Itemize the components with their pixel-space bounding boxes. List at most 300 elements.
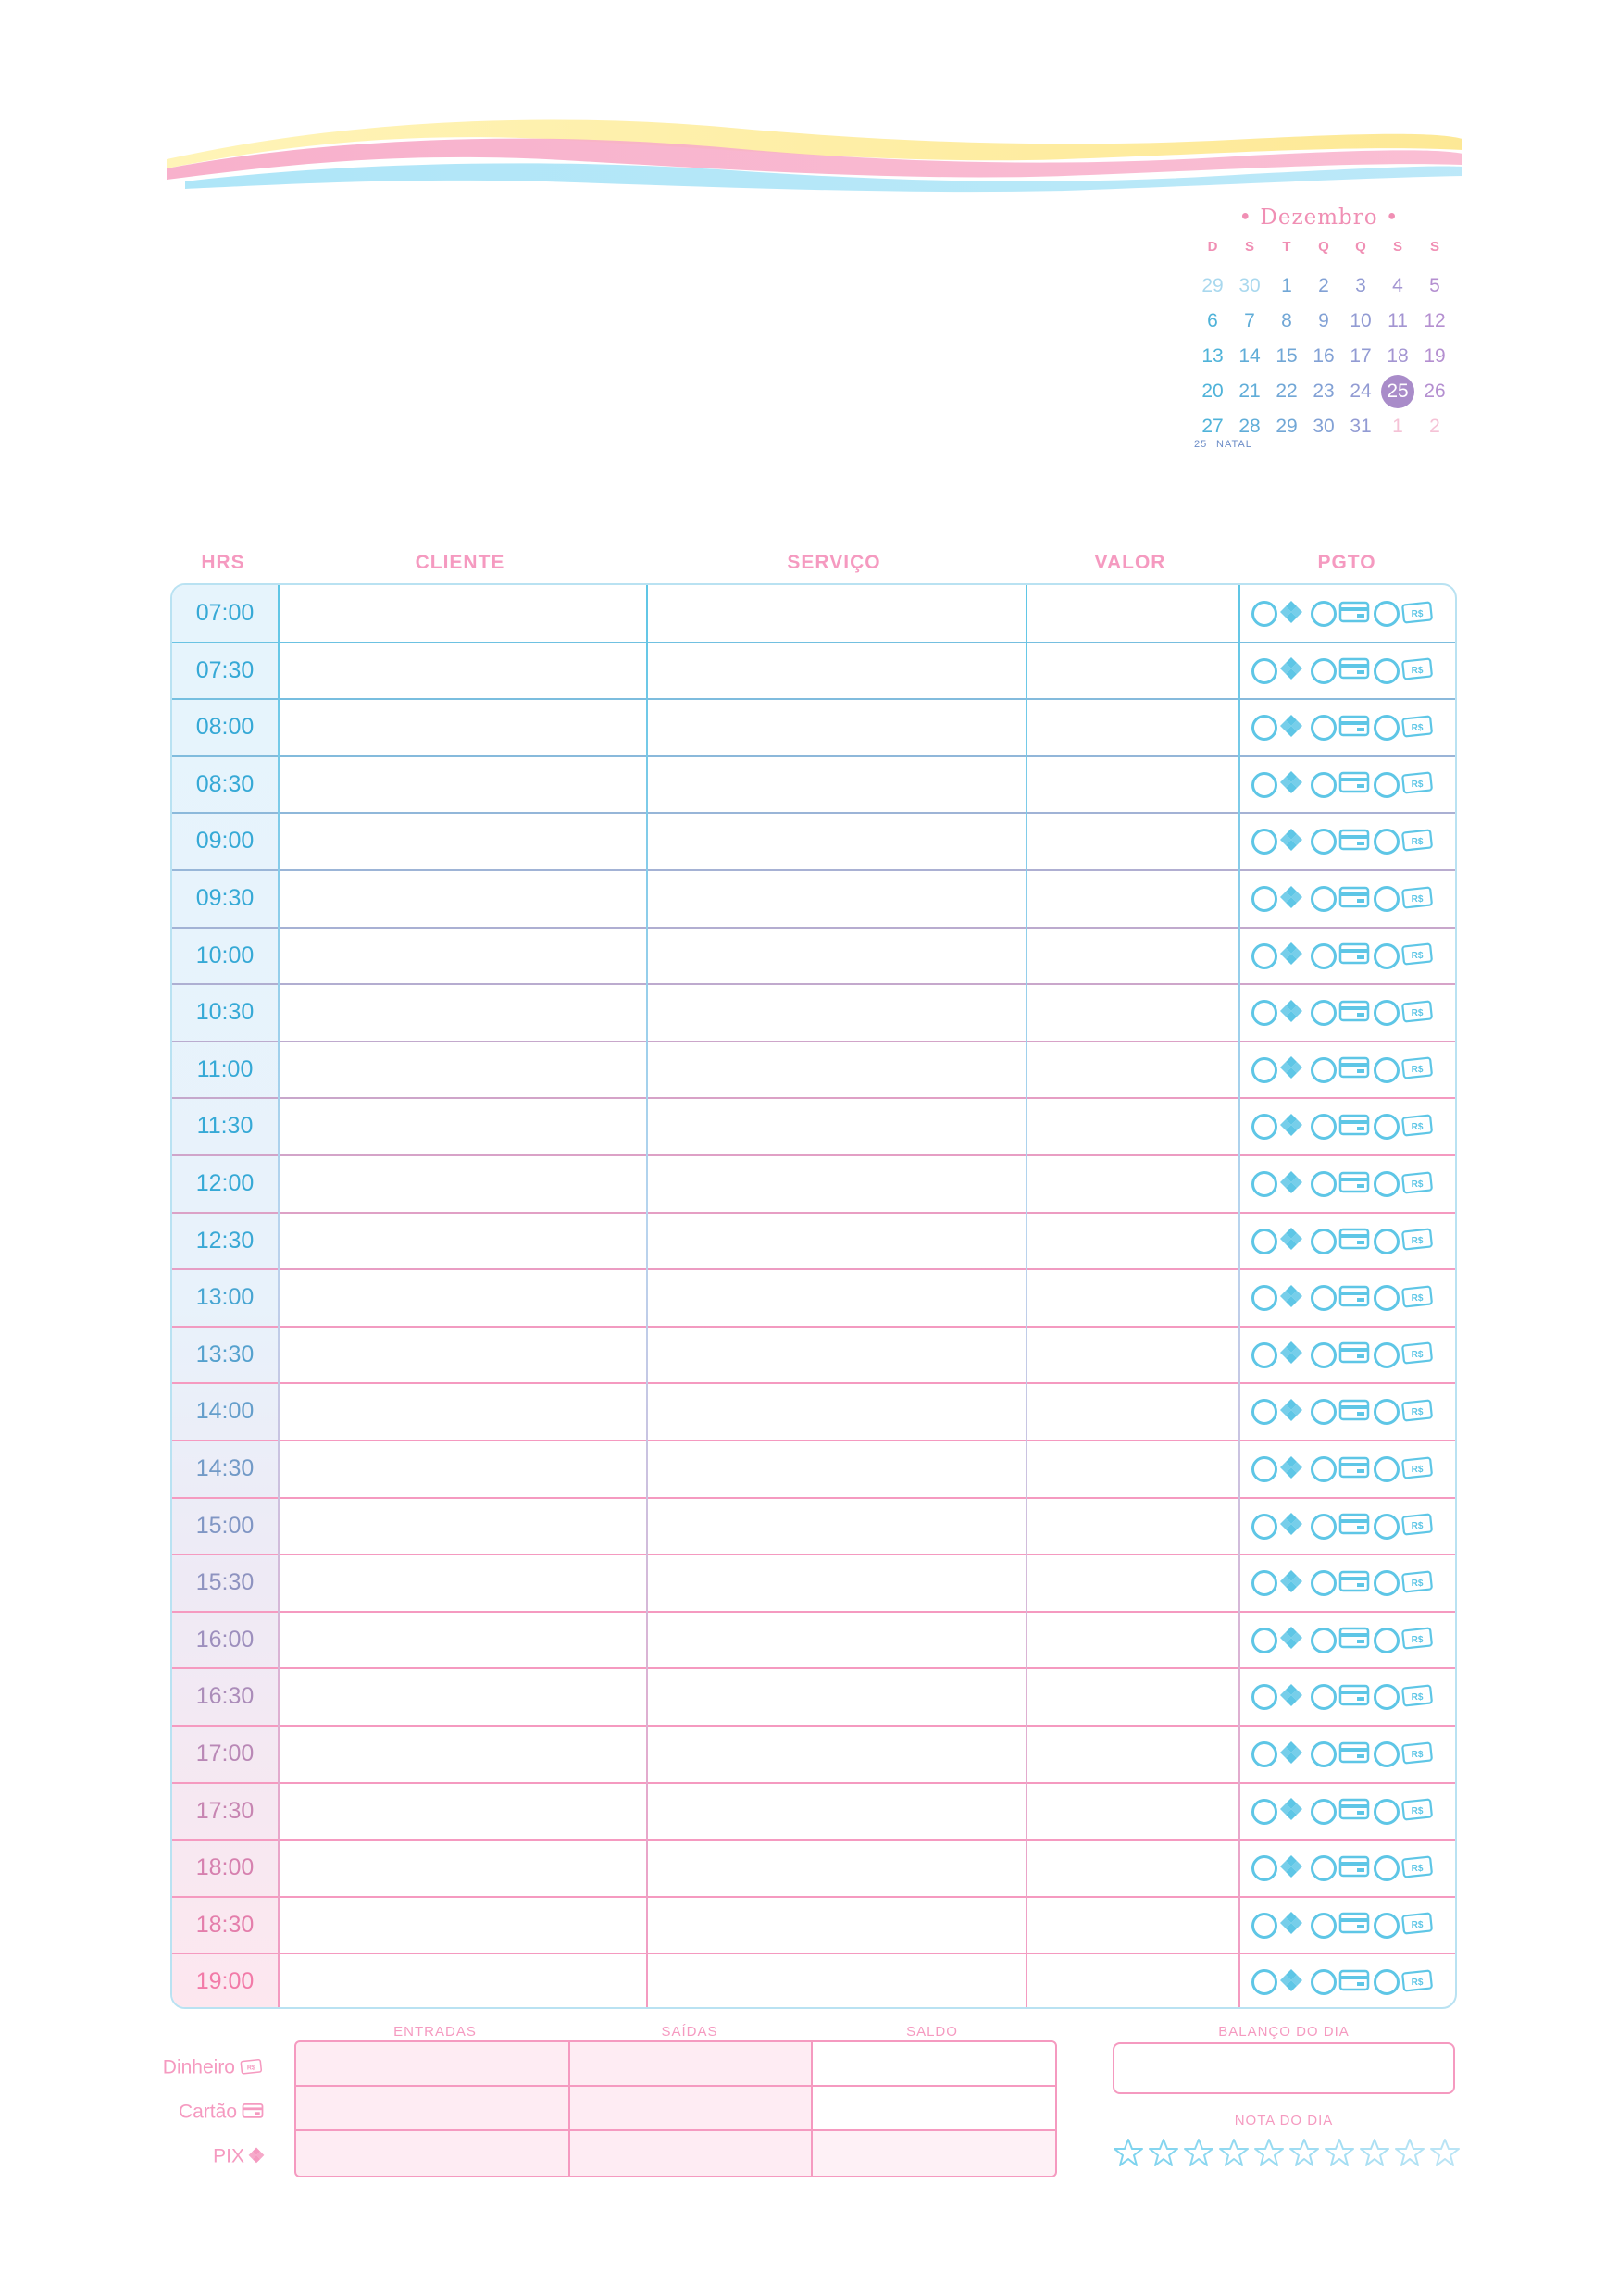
- calendar-day[interactable]: 30: [1313, 416, 1335, 437]
- service-cell[interactable]: [648, 643, 1024, 699]
- star-icon[interactable]: [1288, 2137, 1320, 2168]
- payment-option-card[interactable]: [1311, 1111, 1370, 1142]
- payment-checkbox[interactable]: [1311, 829, 1337, 855]
- payment-checkbox[interactable]: [1311, 1969, 1337, 1995]
- payment-checkbox[interactable]: [1311, 886, 1337, 912]
- payment-checkbox[interactable]: [1311, 1285, 1337, 1311]
- service-cell[interactable]: [648, 1783, 1024, 1840]
- payment-option-card[interactable]: [1311, 1226, 1370, 1257]
- payment-checkbox[interactable]: [1251, 715, 1277, 741]
- card-icon: [1338, 1569, 1370, 1598]
- payment-checkbox[interactable]: [1374, 1229, 1400, 1254]
- payment-checkbox[interactable]: [1311, 1855, 1337, 1881]
- payment-option-cash[interactable]: [1374, 1340, 1435, 1371]
- schedule-row: [172, 1726, 1457, 1783]
- service-cell[interactable]: [648, 1897, 1024, 1953]
- payment-option-card[interactable]: [1311, 1340, 1370, 1371]
- client-cell[interactable]: [280, 1155, 646, 1212]
- cash-icon: [1401, 1055, 1435, 1084]
- payment-option-cash[interactable]: [1374, 941, 1435, 972]
- payment-checkbox[interactable]: [1374, 1171, 1400, 1197]
- payment-checkbox[interactable]: [1374, 1285, 1400, 1311]
- calendar-day[interactable]: 8: [1281, 310, 1292, 331]
- value-cell[interactable]: [1027, 699, 1237, 755]
- service-cell[interactable]: [648, 1269, 1024, 1326]
- payment-checkbox[interactable]: [1374, 1114, 1400, 1140]
- row-divider: [172, 1497, 1457, 1499]
- payment-option-card[interactable]: [1311, 655, 1370, 687]
- calendar-day[interactable]: 25: [1387, 381, 1409, 402]
- service-cell[interactable]: [648, 984, 1024, 1041]
- calendar-day[interactable]: 22: [1276, 381, 1298, 402]
- calendar-day[interactable]: 23: [1313, 381, 1335, 402]
- star-icon[interactable]: [1429, 2137, 1461, 2168]
- payment-checkbox[interactable]: [1251, 1057, 1277, 1083]
- service-cell[interactable]: [648, 1042, 1024, 1098]
- payment-option-cash[interactable]: [1374, 1054, 1435, 1086]
- payment-checkbox[interactable]: [1311, 772, 1337, 798]
- hour-label: 10:00: [195, 942, 255, 968]
- payment-option-card[interactable]: [1311, 1396, 1370, 1428]
- payment-checkbox[interactable]: [1374, 1684, 1400, 1710]
- payment-checkbox[interactable]: [1311, 1000, 1337, 1026]
- value-cell[interactable]: [1027, 1783, 1237, 1840]
- payment-checkbox[interactable]: [1374, 1741, 1400, 1767]
- payment-option-cash[interactable]: [1374, 769, 1435, 801]
- payment-option-pix[interactable]: [1251, 1111, 1303, 1142]
- client-cell[interactable]: [280, 813, 646, 869]
- payment-checkbox[interactable]: [1311, 1684, 1337, 1710]
- payment-option-card[interactable]: [1311, 1796, 1370, 1828]
- payment-option-cash[interactable]: [1374, 826, 1435, 857]
- payment-checkbox[interactable]: [1251, 943, 1277, 969]
- payment-option-pix[interactable]: [1251, 1966, 1303, 1998]
- client-cell[interactable]: [280, 1726, 646, 1782]
- star-icon[interactable]: [1113, 2137, 1144, 2168]
- payment-checkbox[interactable]: [1311, 1399, 1337, 1425]
- service-cell[interactable]: [648, 1840, 1024, 1896]
- payment-checkbox[interactable]: [1311, 601, 1337, 627]
- service-cell[interactable]: [648, 1213, 1024, 1269]
- payment-checkbox[interactable]: [1311, 1171, 1337, 1197]
- payment-option-cash[interactable]: [1374, 1567, 1435, 1599]
- calendar-day[interactable]: 18: [1387, 345, 1409, 367]
- payment-option-cash[interactable]: [1374, 1111, 1435, 1142]
- payment-option-card[interactable]: [1311, 997, 1370, 1029]
- value-cell[interactable]: [1027, 1269, 1237, 1326]
- payment-checkbox[interactable]: [1374, 829, 1400, 855]
- payment-checkbox[interactable]: [1374, 658, 1400, 684]
- client-cell[interactable]: [280, 585, 646, 642]
- client-cell[interactable]: [280, 699, 646, 755]
- star-icon[interactable]: [1359, 2137, 1390, 2168]
- payment-checkbox[interactable]: [1311, 1913, 1337, 1939]
- payment-option-card[interactable]: [1311, 769, 1370, 801]
- calendar-day[interactable]: 1: [1392, 416, 1403, 437]
- service-cell[interactable]: [648, 1155, 1024, 1212]
- cash-icon: [1401, 1797, 1435, 1826]
- payment-checkbox[interactable]: [1374, 1969, 1400, 1995]
- payment-checkbox[interactable]: [1311, 1229, 1337, 1254]
- value-cell[interactable]: [1027, 1953, 1237, 2009]
- client-cell[interactable]: [280, 1668, 646, 1725]
- payment-option-card[interactable]: [1311, 1511, 1370, 1542]
- payment-option-cash[interactable]: [1374, 883, 1435, 915]
- client-cell[interactable]: [280, 984, 646, 1041]
- payment-option-card[interactable]: [1311, 1681, 1370, 1713]
- service-cell[interactable]: [648, 928, 1024, 984]
- payment-option-pix[interactable]: [1251, 1796, 1303, 1828]
- payment-checkbox[interactable]: [1251, 772, 1277, 798]
- calendar-day[interactable]: 12: [1424, 310, 1446, 331]
- payment-checkbox[interactable]: [1311, 1514, 1337, 1540]
- star-icon[interactable]: [1324, 2137, 1355, 2168]
- payment-checkbox[interactable]: [1251, 1514, 1277, 1540]
- value-cell[interactable]: [1027, 1441, 1237, 1497]
- payment-checkbox[interactable]: [1374, 1628, 1400, 1653]
- payment-option-pix[interactable]: [1251, 1226, 1303, 1257]
- pix-icon: [1279, 828, 1303, 856]
- client-cell[interactable]: [280, 643, 646, 699]
- calendar-day[interactable]: 7: [1244, 310, 1255, 331]
- calendar-day[interactable]: 29: [1201, 275, 1224, 296]
- value-cell[interactable]: [1027, 1726, 1237, 1782]
- star-icon[interactable]: [1253, 2137, 1285, 2168]
- payment-checkbox[interactable]: [1251, 1628, 1277, 1653]
- payment-option-card[interactable]: [1311, 1567, 1370, 1599]
- payment-option-card[interactable]: [1311, 1910, 1370, 1941]
- cash-icon: [1401, 1968, 1435, 1997]
- payment-option-pix[interactable]: [1251, 1454, 1303, 1485]
- payment-checkbox[interactable]: [1374, 1570, 1400, 1596]
- calendar-day[interactable]: 16: [1313, 345, 1335, 367]
- service-cell[interactable]: [648, 813, 1024, 869]
- payment-option-pix[interactable]: [1251, 941, 1303, 972]
- value-cell[interactable]: [1027, 984, 1237, 1041]
- value-cell[interactable]: [1027, 1098, 1237, 1154]
- payment-checkbox[interactable]: [1374, 1342, 1400, 1368]
- service-cell[interactable]: [648, 756, 1024, 813]
- client-cell[interactable]: [280, 1554, 646, 1611]
- calendar-day[interactable]: 19: [1424, 345, 1446, 367]
- hour-label: 11:30: [196, 1113, 254, 1140]
- payment-checkbox[interactable]: [1374, 1913, 1400, 1939]
- payment-checkbox[interactable]: [1251, 1342, 1277, 1368]
- row-divider: [172, 1667, 1457, 1669]
- calendar-day[interactable]: 21: [1238, 381, 1261, 402]
- service-cell[interactable]: [648, 1726, 1024, 1782]
- value-cell[interactable]: [1027, 1498, 1237, 1554]
- value-cell[interactable]: [1027, 643, 1237, 699]
- payment-option-card[interactable]: [1311, 712, 1370, 743]
- payment-option-cash[interactable]: [1374, 1625, 1435, 1656]
- value-cell[interactable]: [1027, 1612, 1237, 1668]
- payment-option-cash[interactable]: [1374, 655, 1435, 687]
- payment-checkbox[interactable]: [1251, 1114, 1277, 1140]
- service-cell[interactable]: [648, 1668, 1024, 1725]
- payment-option-cash[interactable]: [1374, 1966, 1435, 1998]
- payment-checkbox[interactable]: [1251, 1171, 1277, 1197]
- payment-option-card[interactable]: [1311, 941, 1370, 972]
- service-cell[interactable]: [648, 1554, 1024, 1611]
- payment-option-pix[interactable]: [1251, 1681, 1303, 1713]
- payment-checkbox[interactable]: [1311, 1741, 1337, 1767]
- svg-text:R$: R$: [1411, 1406, 1424, 1417]
- calendar-day[interactable]: 5: [1429, 275, 1440, 296]
- payment-option-cash[interactable]: [1374, 1454, 1435, 1485]
- payment-checkbox[interactable]: [1251, 1399, 1277, 1425]
- payment-option-pix[interactable]: [1251, 769, 1303, 801]
- payment-option-pix[interactable]: [1251, 1396, 1303, 1428]
- payment-checkbox[interactable]: [1311, 943, 1337, 969]
- value-cell[interactable]: [1027, 1213, 1237, 1269]
- payment-option-card[interactable]: [1311, 1966, 1370, 1998]
- client-cell[interactable]: [280, 1897, 646, 1953]
- payment-option-cash[interactable]: [1374, 1910, 1435, 1941]
- payment-option-card[interactable]: [1311, 598, 1370, 630]
- payment-checkbox[interactable]: [1251, 1799, 1277, 1825]
- payment-checkbox[interactable]: [1251, 829, 1277, 855]
- payment-checkbox[interactable]: [1251, 1913, 1277, 1939]
- client-cell[interactable]: [280, 1327, 646, 1383]
- payment-option-cash[interactable]: [1374, 1681, 1435, 1713]
- payment-checkbox[interactable]: [1251, 1969, 1277, 1995]
- value-cell[interactable]: [1027, 1042, 1237, 1098]
- payment-option-cash[interactable]: [1374, 1853, 1435, 1884]
- payment-checkbox[interactable]: [1251, 1570, 1277, 1596]
- payment-option-cash[interactable]: [1374, 1282, 1435, 1314]
- payment-checkbox[interactable]: [1374, 1855, 1400, 1881]
- client-cell[interactable]: [280, 1383, 646, 1440]
- payment-option-pix[interactable]: [1251, 1282, 1303, 1314]
- payment-option-card[interactable]: [1311, 1282, 1370, 1314]
- payment-option-card[interactable]: [1311, 1853, 1370, 1884]
- payment-checkbox[interactable]: [1311, 1628, 1337, 1653]
- client-cell[interactable]: [280, 1269, 646, 1326]
- payment-checkbox[interactable]: [1251, 1741, 1277, 1767]
- payment-option-cash[interactable]: [1374, 1796, 1435, 1828]
- calendar-day[interactable]: 4: [1392, 275, 1403, 296]
- calendar-day[interactable]: 1: [1281, 275, 1292, 296]
- value-cell[interactable]: [1027, 585, 1237, 642]
- client-cell[interactable]: [280, 1953, 646, 2009]
- star-icon[interactable]: [1148, 2137, 1179, 2168]
- service-cell[interactable]: [648, 699, 1024, 755]
- client-cell[interactable]: [280, 928, 646, 984]
- payment-option-pix[interactable]: [1251, 997, 1303, 1029]
- calendar-day[interactable]: 24: [1350, 381, 1372, 402]
- payment-option-pix[interactable]: [1251, 655, 1303, 687]
- client-cell[interactable]: [280, 1498, 646, 1554]
- payment-option-pix[interactable]: [1251, 1910, 1303, 1941]
- calendar-day[interactable]: 6: [1207, 310, 1218, 331]
- payment-checkbox[interactable]: [1251, 1855, 1277, 1881]
- svg-text:R$: R$: [1411, 1121, 1424, 1132]
- client-cell[interactable]: [280, 1042, 646, 1098]
- calendar-day[interactable]: 26: [1424, 381, 1446, 402]
- calendar-day[interactable]: 10: [1350, 310, 1372, 331]
- payment-checkbox[interactable]: [1311, 658, 1337, 684]
- svg-text:R$: R$: [1411, 666, 1424, 677]
- star-icon[interactable]: [1218, 2137, 1250, 2168]
- client-cell[interactable]: [280, 1213, 646, 1269]
- pix-icon: [1279, 1569, 1303, 1598]
- pix-icon: [1279, 1683, 1303, 1712]
- calendar-day[interactable]: 2: [1318, 275, 1329, 296]
- payment-option-cash[interactable]: [1374, 1739, 1435, 1770]
- payment-checkbox[interactable]: [1311, 1114, 1337, 1140]
- payment-option-pix[interactable]: [1251, 1739, 1303, 1770]
- payment-option-pix[interactable]: [1251, 1054, 1303, 1086]
- day-rating-stars: [1113, 2137, 1461, 2168]
- client-cell[interactable]: [280, 1783, 646, 1840]
- payment-option-card[interactable]: [1311, 1454, 1370, 1485]
- calendar-day[interactable]: 31: [1350, 416, 1372, 437]
- value-cell[interactable]: [1027, 1327, 1237, 1383]
- payment-option-pix[interactable]: [1251, 712, 1303, 743]
- row-divider: [172, 869, 1457, 871]
- service-cell[interactable]: [648, 1441, 1024, 1497]
- payment-checkbox[interactable]: [1251, 658, 1277, 684]
- value-cell[interactable]: [1027, 870, 1237, 927]
- hour-label: 07:00: [195, 600, 255, 626]
- calendar-day[interactable]: 11: [1388, 310, 1408, 331]
- service-cell[interactable]: [648, 585, 1024, 642]
- calendar-day[interactable]: 9: [1318, 310, 1329, 331]
- calendar-day[interactable]: 20: [1201, 381, 1224, 402]
- service-cell[interactable]: [648, 1098, 1024, 1154]
- client-cell[interactable]: [280, 870, 646, 927]
- payment-checkbox[interactable]: [1374, 1057, 1400, 1083]
- payment-checkbox[interactable]: [1251, 1456, 1277, 1482]
- payment-option-pix[interactable]: [1251, 1168, 1303, 1200]
- value-cell[interactable]: [1027, 1897, 1237, 1953]
- row-divider: [172, 927, 1457, 929]
- payment-checkbox[interactable]: [1374, 772, 1400, 798]
- payment-option-card[interactable]: [1311, 1054, 1370, 1086]
- value-cell[interactable]: [1027, 1840, 1237, 1896]
- payment-option-pix[interactable]: [1251, 826, 1303, 857]
- client-cell[interactable]: [280, 1441, 646, 1497]
- calendar-day[interactable]: 3: [1355, 275, 1366, 296]
- value-cell[interactable]: [1027, 813, 1237, 869]
- payment-checkbox[interactable]: [1311, 1456, 1337, 1482]
- calendar-day[interactable]: 15: [1276, 345, 1298, 367]
- payment-option-pix[interactable]: [1251, 1853, 1303, 1884]
- payment-checkbox[interactable]: [1374, 1399, 1400, 1425]
- calendar-day[interactable]: 27: [1201, 416, 1224, 437]
- svg-text:R$: R$: [1411, 1292, 1424, 1304]
- payment-checkbox[interactable]: [1374, 601, 1400, 627]
- value-cell[interactable]: [1027, 1383, 1237, 1440]
- payment-checkbox[interactable]: [1374, 1514, 1400, 1540]
- service-cell[interactable]: [648, 1383, 1024, 1440]
- value-cell[interactable]: [1027, 1668, 1237, 1725]
- value-cell[interactable]: [1027, 1155, 1237, 1212]
- payment-option-pix[interactable]: [1251, 1340, 1303, 1371]
- payment-checkbox[interactable]: [1251, 1285, 1277, 1311]
- payment-checkbox[interactable]: [1251, 1229, 1277, 1254]
- payment-option-card[interactable]: [1311, 1739, 1370, 1770]
- row-divider: [172, 1440, 1457, 1441]
- client-cell[interactable]: [280, 756, 646, 813]
- client-cell[interactable]: [280, 1098, 646, 1154]
- payment-option-cash[interactable]: [1374, 1396, 1435, 1428]
- calendar-weekday: Q: [1318, 239, 1329, 255]
- payment-option-card[interactable]: [1311, 883, 1370, 915]
- cash-icon: [1401, 656, 1435, 685]
- payment-option-cash[interactable]: [1374, 712, 1435, 743]
- client-cell[interactable]: [280, 1840, 646, 1896]
- payment-checkbox[interactable]: [1251, 886, 1277, 912]
- client-cell[interactable]: [280, 1612, 646, 1668]
- service-cell[interactable]: [648, 1327, 1024, 1383]
- payment-option-card[interactable]: [1311, 1168, 1370, 1200]
- payment-checkbox[interactable]: [1311, 1570, 1337, 1596]
- payment-option-cash[interactable]: [1374, 997, 1435, 1029]
- balance-field[interactable]: [1113, 2042, 1455, 2094]
- calendar-day[interactable]: 29: [1276, 416, 1298, 437]
- card-icon: [1338, 1968, 1370, 1997]
- calendar-day[interactable]: 17: [1350, 345, 1372, 367]
- service-cell[interactable]: [648, 1498, 1024, 1554]
- calendar-day[interactable]: 28: [1238, 416, 1261, 437]
- payment-checkbox[interactable]: [1251, 1000, 1277, 1026]
- schedule-row: [172, 1098, 1457, 1155]
- payment-checkbox[interactable]: [1374, 1799, 1400, 1825]
- payment-option-card[interactable]: [1311, 1625, 1370, 1656]
- star-icon[interactable]: [1183, 2137, 1214, 2168]
- calendar-day[interactable]: 30: [1238, 275, 1261, 296]
- card-icon: [1338, 1170, 1370, 1199]
- payment-option-card[interactable]: [1311, 826, 1370, 857]
- payment-option-cash[interactable]: [1374, 598, 1435, 630]
- calendar-day[interactable]: 13: [1201, 345, 1224, 367]
- value-cell[interactable]: [1027, 928, 1237, 984]
- payment-option-pix[interactable]: [1251, 598, 1303, 630]
- payment-checkbox[interactable]: [1374, 886, 1400, 912]
- payment-checkbox[interactable]: [1251, 1684, 1277, 1710]
- service-cell[interactable]: [648, 870, 1024, 927]
- payment-checkbox[interactable]: [1311, 715, 1337, 741]
- value-cell[interactable]: [1027, 1554, 1237, 1611]
- calendar-day[interactable]: 2: [1429, 416, 1440, 437]
- payment-checkbox[interactable]: [1374, 1456, 1400, 1482]
- payment-option-pix[interactable]: [1251, 1511, 1303, 1542]
- calendar-day[interactable]: 14: [1238, 345, 1261, 367]
- service-cell[interactable]: [648, 1953, 1024, 2009]
- pix-icon: [1279, 1055, 1303, 1084]
- payment-checkbox[interactable]: [1311, 1799, 1337, 1825]
- payment-option-cash[interactable]: [1374, 1511, 1435, 1542]
- payment-option-cash[interactable]: [1374, 1226, 1435, 1257]
- payment-option-cash[interactable]: [1374, 1168, 1435, 1200]
- payment-checkbox[interactable]: [1251, 601, 1277, 627]
- payment-checkbox[interactable]: [1311, 1342, 1337, 1368]
- payment-checkbox[interactable]: [1374, 943, 1400, 969]
- value-cell[interactable]: [1027, 756, 1237, 813]
- star-icon[interactable]: [1394, 2137, 1425, 2168]
- payment-checkbox[interactable]: [1374, 715, 1400, 741]
- service-cell[interactable]: [648, 1612, 1024, 1668]
- payment-checkbox[interactable]: [1311, 1057, 1337, 1083]
- payment-option-pix[interactable]: [1251, 1567, 1303, 1599]
- payment-checkbox[interactable]: [1374, 1000, 1400, 1026]
- payment-option-pix[interactable]: [1251, 1625, 1303, 1656]
- payment-option-pix[interactable]: [1251, 883, 1303, 915]
- svg-text:R$: R$: [1411, 1691, 1424, 1703]
- cash-icon: [1401, 1569, 1435, 1598]
